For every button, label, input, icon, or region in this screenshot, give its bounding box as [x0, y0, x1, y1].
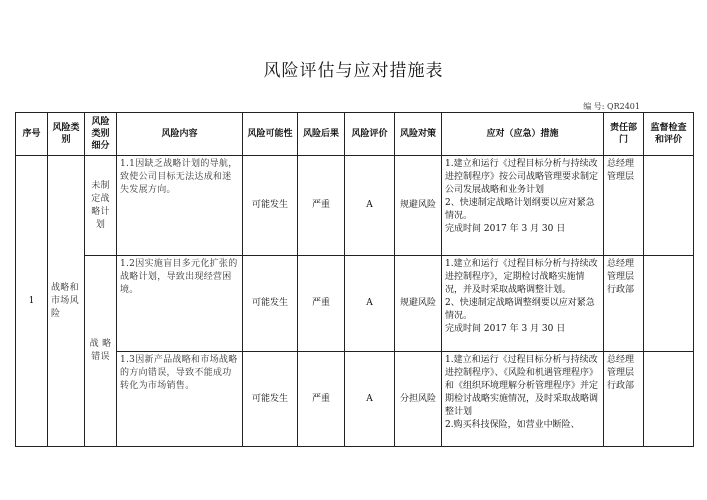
- group-seq: 1: [16, 156, 48, 447]
- table-row: [16, 156, 694, 256]
- group-category: 战略和市场风险: [48, 156, 85, 447]
- risk-table: [15, 112, 694, 447]
- risk-consequence: 严重: [298, 352, 345, 447]
- header-owner: 责任部门: [604, 113, 644, 156]
- risk-consequence: 严重: [298, 256, 345, 352]
- measure-line: 2、快速制定战略计划纲要以应对紧急情况。: [445, 198, 595, 221]
- measure-line: 1.建立和运行《过程目标分析与持续改进控制程序》，定期检讨战略实施情况，并及时采取战略调整计划。: [445, 259, 598, 295]
- risk-rating: A: [345, 156, 395, 256]
- measure-line: 2、快速制定战略调整纲要以应对紧急情况。: [445, 298, 595, 321]
- risk-consequence: 严重: [298, 156, 345, 256]
- risk-strategy: 规避风险: [395, 256, 442, 352]
- risk-measures: [442, 352, 604, 447]
- risk-owner: 总经理管理层行政部: [604, 256, 644, 352]
- risk-rating: A: [345, 256, 395, 352]
- measure-deadline: 完成时间 2017 年 3 月 30 日: [445, 224, 566, 234]
- document-title: 风险评估与应对措施表: [263, 61, 444, 81]
- table-row: [16, 352, 694, 447]
- measure-line: 1.建立和运行《过程目标分析与持续改进控制程序》按公司战略管理要求制定公司发展战略和业务计划: [445, 159, 599, 195]
- risk-likelihood: 可能发生: [243, 156, 298, 256]
- header-subcategory: 风险类别细分: [85, 113, 117, 156]
- risk-content: 1.2因实施盲目多元化扩张的战略计划，导致出现经营困境。: [117, 256, 243, 352]
- header-consequence: 风险后果: [298, 113, 345, 156]
- risk-supervisor: [644, 156, 694, 256]
- document-code: 编 号: QR2401: [583, 102, 640, 111]
- header-measures: 应对（应急）措施: [442, 113, 604, 156]
- table-row: [16, 256, 694, 352]
- header-content: 风险内容: [117, 113, 243, 156]
- measure-deadline: 完成时间 2017 年 3 月 30 日: [445, 324, 566, 334]
- risk-measures: [442, 256, 604, 352]
- header-rating: 风险评价: [345, 113, 395, 156]
- risk-content: 1.1因缺乏战略计划的导航，致使公司目标无法达成和迷失发展方向。: [117, 156, 243, 256]
- header-strategy: 风险对策: [395, 113, 442, 156]
- risk-measures: [442, 156, 604, 256]
- risk-rating: A: [345, 352, 395, 447]
- risk-strategy: 规避风险: [395, 156, 442, 256]
- risk-likelihood: 可能发生: [243, 256, 298, 352]
- header-supervisor: 监督检查和评价: [644, 113, 694, 156]
- measure-line: 1.建立和运行《过程目标分析与持续改进控制程序》、《风险和机遇管理程序》和《组织环境理解分析管理程序》并定期检讨战略实施情况，及时采取战略调整计划: [445, 355, 599, 417]
- subcategory-b: 战 略 错误: [85, 256, 117, 447]
- header-likelihood: 风险可能性: [243, 113, 298, 156]
- header-row: [16, 113, 694, 156]
- risk-likelihood: 可能发生: [243, 352, 298, 447]
- risk-strategy: 分担风险: [395, 352, 442, 447]
- risk-owner: 总经理管理层: [604, 156, 644, 256]
- header-category: 风险类别: [48, 113, 85, 156]
- measure-line: 2.购买科技保险，如营业中断险、: [445, 420, 580, 430]
- risk-supervisor: [644, 256, 694, 352]
- subcategory-a: 未制定战略计划: [85, 156, 117, 256]
- risk-content: 1.3因新产品战略和市场战略的方向错误，导致不能成功转化为市场销售。: [117, 352, 243, 447]
- header-seq: 序号: [16, 113, 48, 156]
- risk-owner: 总经理管理层行政部: [604, 352, 644, 447]
- risk-supervisor: [644, 352, 694, 447]
